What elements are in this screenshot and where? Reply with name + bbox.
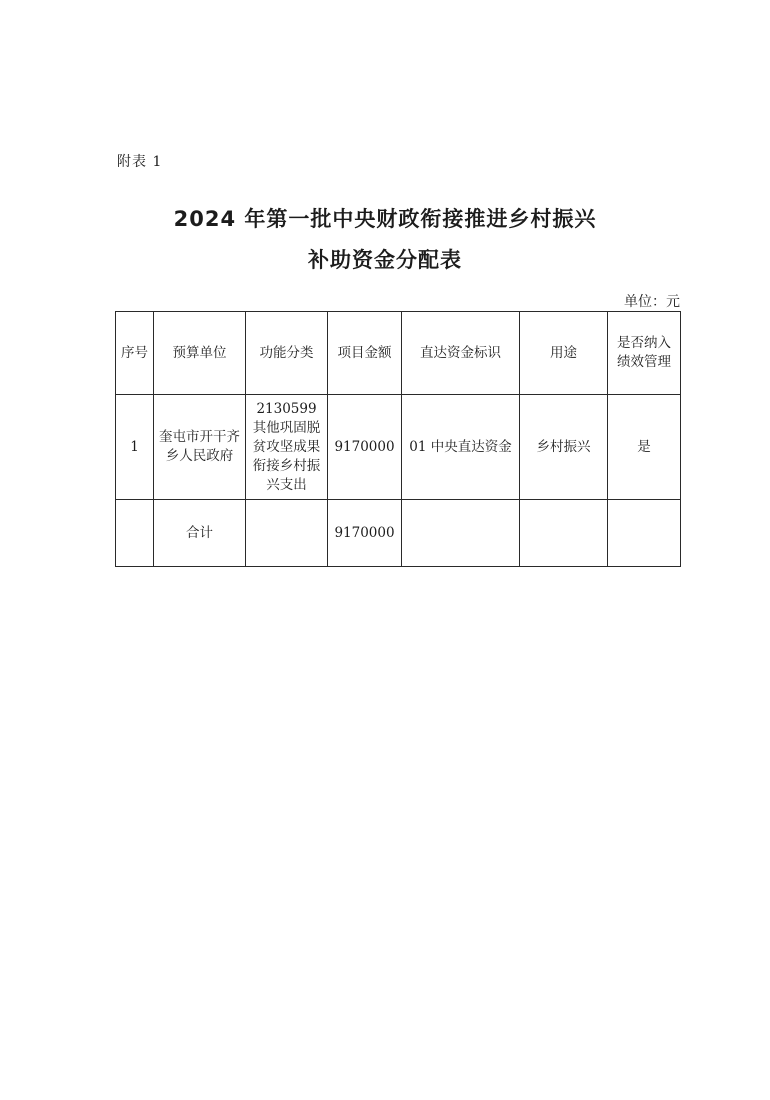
cell-index: 1 xyxy=(116,395,154,500)
cell-budget-unit: 奎屯市开干齐乡人民政府 xyxy=(154,395,246,500)
allocation-table xyxy=(115,311,681,567)
cell-direct-fund-flag: 01 中央直达资金 xyxy=(402,395,520,500)
total-index-empty xyxy=(116,500,154,567)
function-class-code: 2130599 xyxy=(256,400,317,417)
header-purpose: 用途 xyxy=(520,312,608,395)
cell-amount: 9170000 xyxy=(328,395,402,500)
header-index: 序号 xyxy=(116,312,154,395)
table-header-row xyxy=(116,312,681,395)
document-title-line1: 2024 年第一批中央财政衔接推进乡村振兴 xyxy=(173,207,597,231)
cell-function-class xyxy=(246,395,328,500)
function-class-name: 其他巩固脱贫攻坚成果衔接乡村振兴支出 xyxy=(252,419,321,493)
total-performance-empty xyxy=(608,500,681,567)
header-budget-unit: 预算单位 xyxy=(154,312,246,395)
total-amount: 9170000 xyxy=(328,500,402,567)
total-function-class-empty xyxy=(246,500,328,567)
total-purpose-empty xyxy=(520,500,608,567)
total-label: 合计 xyxy=(154,500,246,567)
table-row xyxy=(116,395,681,500)
document-title-line2: 补助资金分配表 xyxy=(308,248,462,272)
unit-label: 单位：元 xyxy=(624,294,680,310)
cell-performance-managed: 是 xyxy=(608,395,681,500)
header-direct-fund-flag: 直达资金标识 xyxy=(402,312,520,395)
table-total-row xyxy=(116,500,681,567)
header-performance-managed: 是否纳入绩效管理 xyxy=(608,312,681,395)
header-amount: 项目金额 xyxy=(328,312,402,395)
attachment-label: 附表 1 xyxy=(117,154,163,170)
header-function-class: 功能分类 xyxy=(246,312,328,395)
cell-purpose: 乡村振兴 xyxy=(520,395,608,500)
total-direct-fund-empty xyxy=(402,500,520,567)
